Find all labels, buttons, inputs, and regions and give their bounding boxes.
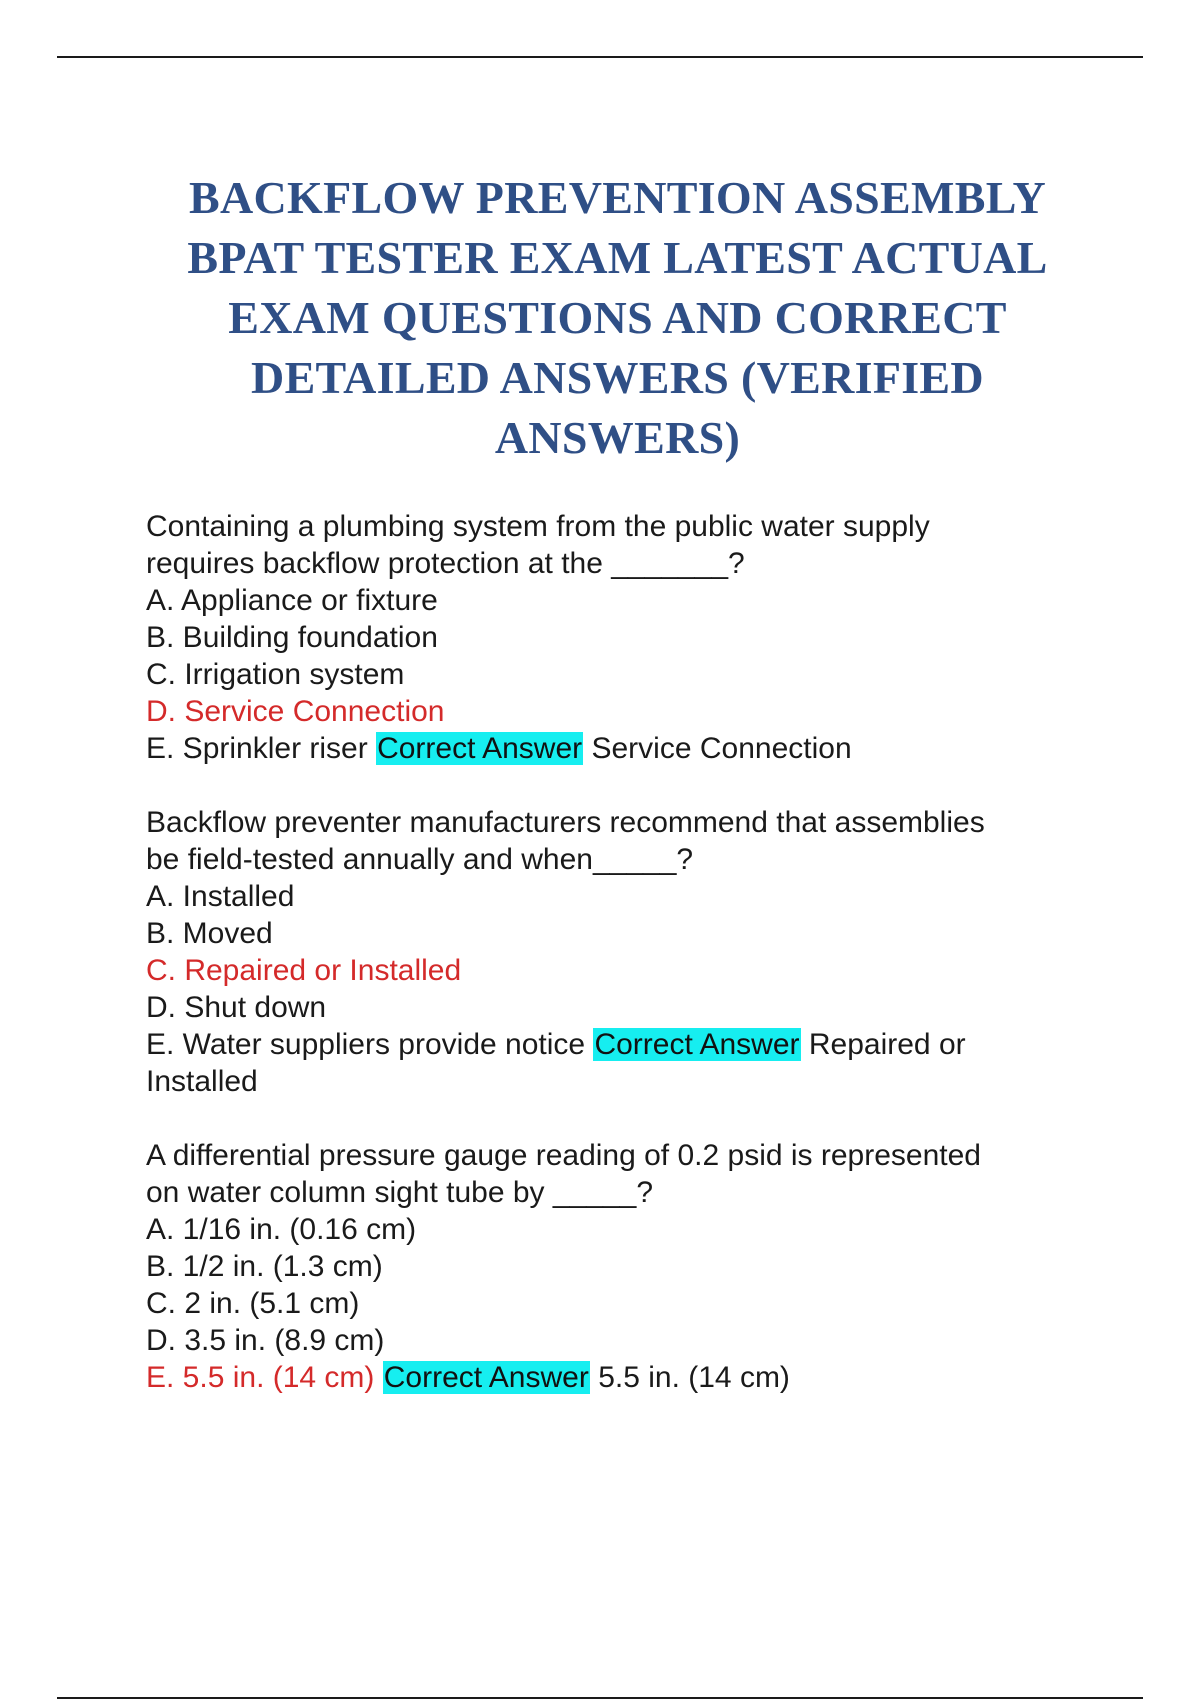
option-c-correct: C. Repaired or Installed	[146, 954, 462, 987]
option-b: B. Building foundation	[146, 621, 438, 654]
option-a: A. Installed	[146, 880, 295, 913]
question-3	[146, 1137, 1066, 1396]
question-1	[146, 508, 1066, 767]
option-e-with-answer	[146, 730, 1066, 767]
question-stem-line-1: Backflow preventer manufacturers recommend that assemblies	[146, 806, 985, 839]
option-d: D. 3.5 in. (8.9 cm)	[146, 1324, 385, 1357]
correct-answer-label: Correct Answer	[594, 1028, 800, 1061]
answer-text: 5.5 in. (14 cm)	[598, 1361, 790, 1394]
option-c: C. 2 in. (5.1 cm)	[146, 1287, 360, 1320]
option-e-with-answer	[146, 1359, 1066, 1396]
option-a: A. 1/16 in. (0.16 cm)	[146, 1213, 417, 1246]
question-stem-line-1: A differential pressure gauge reading of 0.2 psid is represented	[146, 1139, 981, 1172]
question-stem-line-2: on water column sight tube by _____?	[146, 1176, 653, 1209]
option-b: B. Moved	[146, 917, 273, 950]
answer-text: Repaired or Installed	[146, 1028, 966, 1098]
option-e: E. Sprinkler riser	[146, 732, 368, 765]
correct-answer-label: Correct Answer	[377, 732, 583, 765]
question-stem-line-2: requires backflow protection at the _______?	[146, 547, 745, 580]
bottom-rule	[57, 1697, 1143, 1699]
option-e-with-answer	[146, 1026, 1066, 1100]
top-rule	[57, 56, 1143, 58]
option-d-correct: D. Service Connection	[146, 695, 445, 728]
question-stem-line-2: be field-tested annually and when_____?	[146, 843, 694, 876]
option-a: A. Appliance or fixture	[146, 584, 438, 617]
option-d: D. Shut down	[146, 991, 327, 1024]
correct-answer-label: Correct Answer	[383, 1361, 589, 1394]
option-e: E. Water suppliers provide notice	[146, 1028, 586, 1061]
document-title: BACKFLOW PREVENTION ASSEMBLY BPAT TESTER EXAM LATEST ACTUAL EXAM QUESTIONS AND CORRECT DETAILED ANSWERS (VERIFIED ANSWERS)	[187, 172, 1048, 463]
answer-text: Service Connection	[591, 732, 852, 765]
option-b: B. 1/2 in. (1.3 cm)	[146, 1250, 383, 1283]
option-c: C. Irrigation system	[146, 658, 405, 691]
questions-container	[146, 508, 1066, 1433]
question-2	[146, 804, 1066, 1100]
question-stem-line-1: Containing a plumbing system from the public water supply	[146, 510, 930, 543]
option-e-correct: E. 5.5 in. (14 cm)	[146, 1361, 375, 1394]
